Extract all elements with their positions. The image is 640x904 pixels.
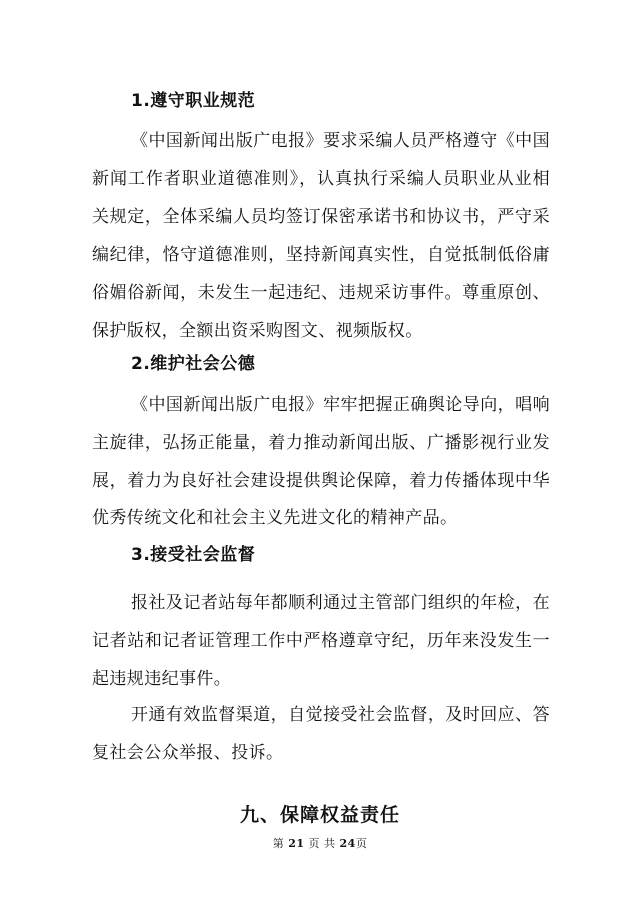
section-heading-1: 1.遵守职业规范 xyxy=(131,91,256,111)
footer-suffix: 页 xyxy=(355,837,368,850)
section-heading-3: 3.接受社会监督 xyxy=(131,545,256,565)
section-heading-2: 2.维护社会公德 xyxy=(131,354,256,374)
current-page-number: 21 xyxy=(288,837,305,850)
total-pages-number: 24 xyxy=(339,837,356,850)
text-line: 复社会公众举报、投诉。 xyxy=(92,743,284,763)
text-line: 保护版权，全额出资采购图文、视频版权。 xyxy=(92,321,423,341)
text-line: 编纪律，恪守道德准则，坚持新闻真实性，自觉抵制低俗庸 xyxy=(92,245,550,265)
text-line: 开通有效监督渠道，自觉接受社会监督，及时回应、答 xyxy=(131,705,550,725)
text-line: 报社及记者站每年都顺利通过主管部门组织的年检，在 xyxy=(131,593,550,613)
text-line: 主旋律，弘扬正能量，着力推动新闻出版、广播影视行业发 xyxy=(92,433,550,453)
text-line: 起违规违纪事件。 xyxy=(92,669,232,689)
text-line: 《中国新闻出版广电报》要求采编人员严格遵守《中国 xyxy=(131,131,550,151)
text-line: 优秀传统文化和社会主义先进文化的精神产品。 xyxy=(92,508,458,528)
text-line: 新闻工作者职业道德准则》，认真执行采编人员职业从业相 xyxy=(92,169,550,189)
footer-prefix: 第 xyxy=(272,837,285,850)
footer-middle: 页 共 xyxy=(308,837,336,850)
page-footer xyxy=(0,835,640,851)
chapter-title: 九、保障权益责任 xyxy=(239,804,400,826)
text-line: 记者站和记者证管理工作中严格遵章守纪，历年来没发生一 xyxy=(92,631,550,651)
text-line: 俗媚俗新闻，未发生一起违纪、违规采访事件。尊重原创、 xyxy=(92,283,550,303)
text-line: 《中国新闻出版广电报》牢牢把握正确舆论导向，唱响 xyxy=(131,395,550,415)
text-line: 关规定，全体采编人员均签订保密承诺书和协议书，严守采 xyxy=(92,207,550,227)
text-line: 展，着力为良好社会建设提供舆论保障，着力传播体现中华 xyxy=(92,471,550,491)
